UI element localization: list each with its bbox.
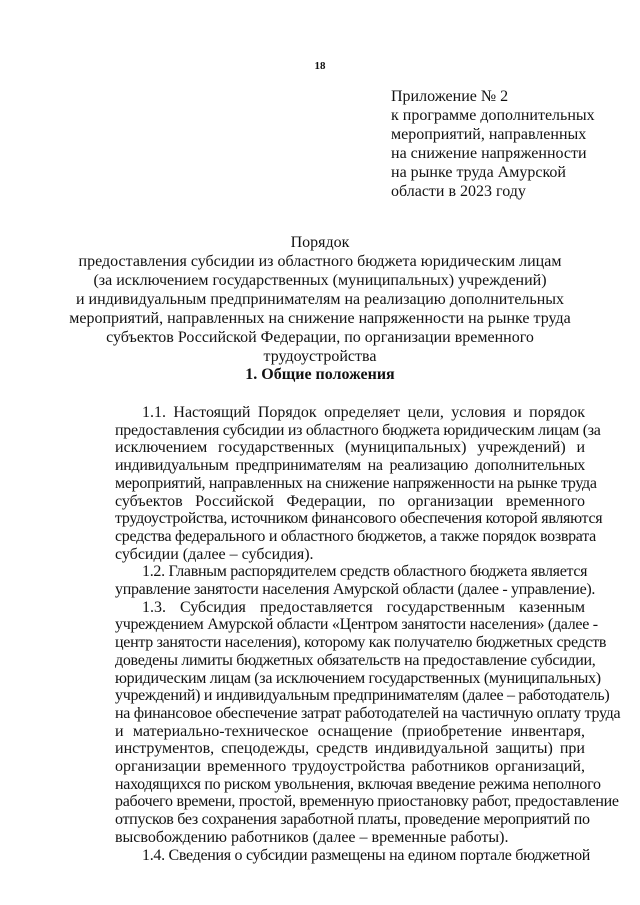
text-line: отпусков без сохранения заработной платы, проведение мероприятий по [115,811,590,829]
text-line: управление занятости населения Амурской области (далее - управление). [115,581,596,599]
text-line: на финансовое обеспечение затрат работодателей на частичную оплату труда [115,704,621,722]
title-line: и индивидуальным предпринимателям на реализацию дополнительных [75,291,565,308]
text-line: находящихся по риском увольнения, включая введение режима неполного [115,775,601,793]
title-line: мероприятий, направленных на снижение напряженности на рынке труда [69,310,571,327]
appendix-line: Приложение № 2 [391,88,509,105]
appendix-header [391,87,631,201]
appendix-line: к программе дополнительных [391,107,595,124]
appendix-line: на рынке труда Амурской [391,164,566,181]
text-line: субсидии (далее – субсидия). [115,545,314,563]
document-body [115,404,621,864]
text-line: учреждений) и индивидуальным предпринимателям (далее – работодатель) [115,687,610,705]
text-line: юридическим лицам (за исключением государственных (муниципальных) [115,669,601,687]
paragraph-1-3 [115,598,621,847]
text-line: субъектов Российской Федерации, по организации временного [115,492,585,510]
paragraph-1-4 [115,846,591,865]
document-title [0,233,640,366]
text-line: 1.2. Главным распорядителем средств областного бюджета является [142,563,588,581]
text-line: 1.3. Субсидия предоставляется государственным казенным [142,598,585,616]
text-line: 1.4. Сведения о субсидии размещены на едином портале бюджетной [142,846,591,864]
page-number: 18 [314,60,326,72]
title-line: трудоустройства [263,348,377,365]
title-line: предоставления субсидии из областного бюджета юридическим лицам [78,253,562,270]
text-line: доведены лимиты бюджетных обязательств на предоставление субсидии, [115,651,596,669]
text-line: предоставления субсидии из областного бюджета юридическим лицам (за [115,421,601,439]
paragraph-1-2 [115,563,596,599]
appendix-line: области в 2023 году [391,183,526,200]
text-line: центр занятости населения), которому как получателю бюджетных средств [115,634,607,652]
text-line: мероприятий, направленных на снижение напряженности на рынке труда [115,474,597,492]
title-line: субъектов Российской Федерации, по организации временного [106,329,534,346]
text-line: средства федерального и областного бюджетов, а также порядок возврата [115,527,596,545]
appendix-line: мероприятий, направленных [391,126,587,143]
text-line: 1.1. Настоящий Порядок определяет цели, условия и порядок [142,404,585,421]
text-line: инструментов, спецодежды, средств индивидуальной защиты) при [115,740,585,758]
text-line: индивидуальным предпринимателям на реализацию дополнительных [115,457,585,475]
appendix-line: на снижение напряженности [391,145,587,162]
paragraph-1-1 [115,404,603,563]
text-line: трудоустройства, источником финансового обеспечения которой являются [115,510,603,528]
text-line: высвобождению работников (далее – временные работы). [115,828,509,846]
text-line: организации временного трудоустройства работников организаций, [115,758,585,776]
text-line: и материально-техническое оснащение (приобретение инвентаря, [115,722,585,740]
title-line: (за исключением государственных (муниципальных) учреждений) [93,272,547,289]
title-line: Порядок [290,234,350,251]
section-heading: 1. Общие положения [245,366,395,383]
text-line: учреждением Амурской области «Центром занятости населения» (далее - [115,616,598,634]
text-line: исключением государственных (муниципальных) учреждений) и [115,439,585,457]
text-line: рабочего времени, простой, временную приостановку работ, предоставление [115,793,619,811]
